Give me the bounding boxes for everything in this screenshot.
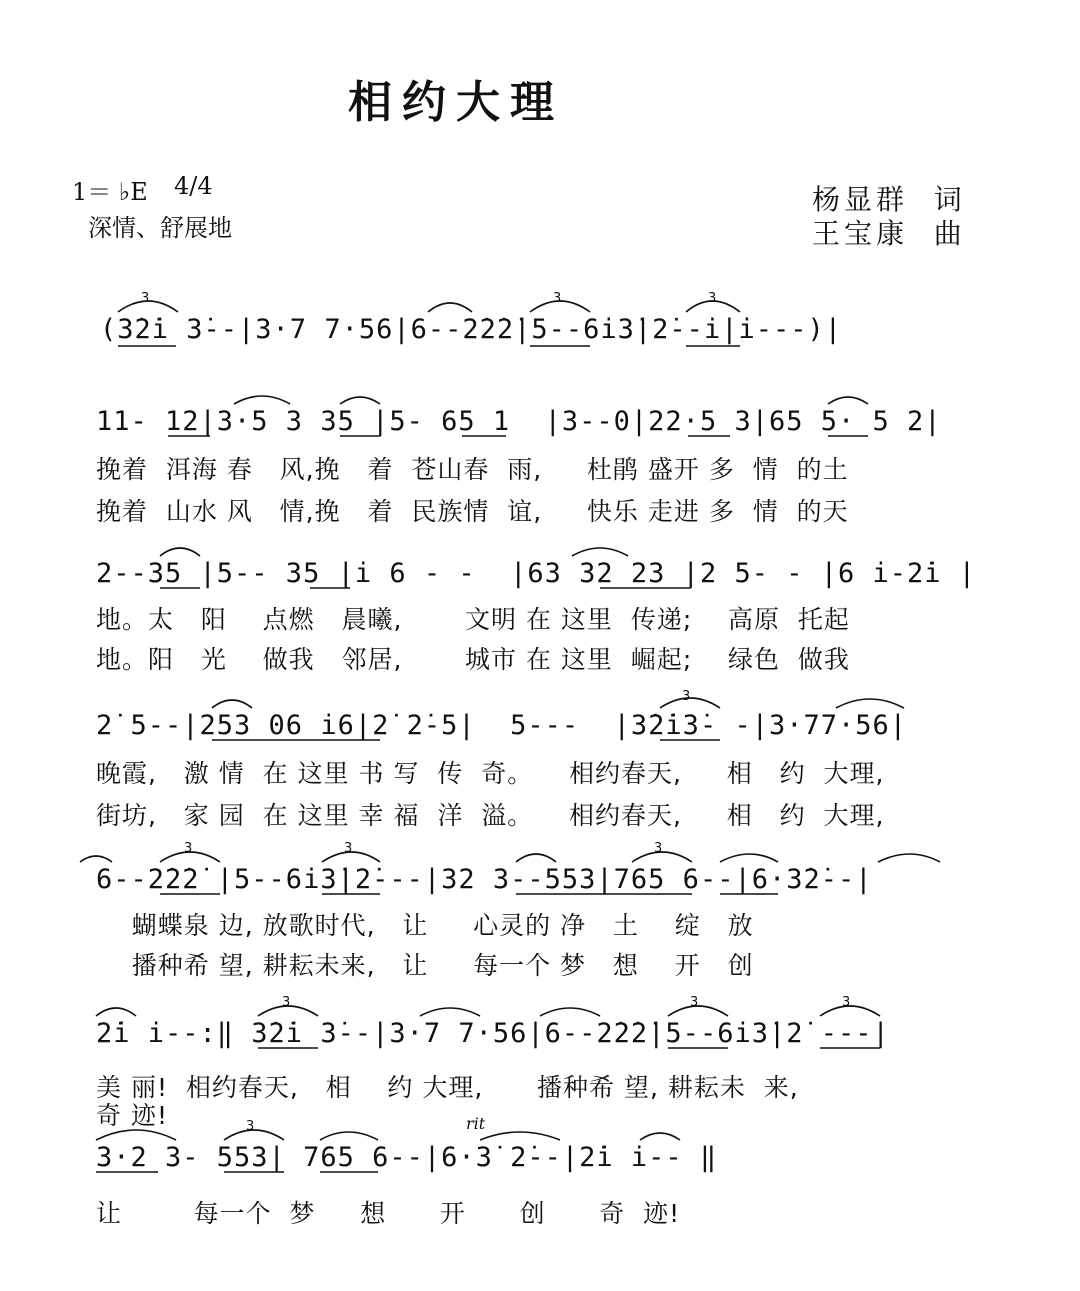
tie-arc: [686, 301, 740, 312]
tie-arc: [118, 301, 178, 312]
tie-arc: [660, 698, 720, 708]
tie-arc: [530, 301, 590, 312]
expression-marking: 深情、舒展地: [88, 214, 232, 242]
lyric-verse-1: 美 丽! 相约春天, 相 约 大理, 播种希 望, 耕耘未 来,: [96, 1073, 799, 1102]
triplet-mark: 3: [690, 995, 699, 1010]
tie-arc: [428, 303, 472, 312]
lyric-verse-1: 挽着 洱海 春 风,挽 着 苍山春 雨, 杜鹃 盛开 多 情 的土: [96, 455, 849, 484]
tie-arc: [828, 397, 868, 404]
tie-arc: [320, 1132, 378, 1140]
lyric-verse-2: 奇 迹!: [96, 1101, 168, 1130]
tie-arc: [258, 1006, 318, 1016]
lyric-verse-2: 街坊, 家 园 在 这里 幸 福 洋 溢。 相约春天, 相 约 大理,: [96, 801, 885, 830]
tie-arc: [96, 1008, 136, 1016]
lyric-verse-1: 让 每一个 梦 想 开 创 奇 迹!: [96, 1199, 681, 1228]
notation-line: 3·2 3- 553| 765 6--|6·3̇ 2̇--|2̇i i-- ‖: [96, 1142, 718, 1173]
rit-marking: rit: [466, 1114, 486, 1133]
notation-line: 2̇ 5--|253 06 i6|2̇ 2̇-5| 5--- |3̇2̇i3̇- -|3·77·56|: [96, 710, 908, 741]
tie-arc: [572, 548, 628, 556]
tie-arc: [322, 852, 380, 862]
triplet-mark: 3: [184, 841, 193, 856]
tie-arc: [836, 699, 904, 708]
time-signature: 4/4: [174, 172, 213, 200]
lyric-verse-1: 蝴蝶泉 边, 放歌时代, 让 心灵的 净 土 绽 放: [96, 911, 754, 940]
tie-arc: [878, 854, 940, 862]
notation-line: 2̇i i--:‖ 3̇2̇i 3̇--|3·7 7·56|6--2̇2̇2̇|5--6i3̇|2̇ ---|: [96, 1018, 890, 1049]
notation-line: 2--35 |5-- 35 |i 6 - - |63 32 23 |2 5- - |6 i-2̇i |: [96, 558, 977, 589]
composer-credit: 王宝康 曲: [812, 217, 966, 250]
triplet-mark: 3: [553, 291, 562, 306]
tie-arc: [820, 1006, 880, 1016]
notation-line: (3̇2̇i 3̇--|3·7 7·56|6--2̇2̇2̇|5--6i3̇|2̇--i|i---)|: [100, 314, 842, 345]
triplet-mark: 3: [682, 689, 691, 704]
lyricist-credit: 杨显群 词: [812, 183, 966, 216]
triplet-mark: 3: [141, 291, 150, 306]
tie-arc: [160, 548, 200, 556]
lyric-verse-2: 地。阳 光 做我 邻居, 城市 在 这里 崛起; 绿色 做我: [96, 645, 850, 674]
triplet-mark: 3: [246, 1119, 255, 1134]
tie-arc: [720, 854, 778, 862]
tie-arc: [640, 1133, 680, 1140]
triplet-mark: 3: [344, 841, 353, 856]
notation-line: 11- 12|3·5 3 35 |5- 65 1 |3--0|22·5 3|65 5· 5 2|: [96, 406, 942, 437]
triplet-mark: 3: [842, 995, 851, 1010]
key-signature: 1＝ ♭E: [72, 178, 148, 206]
tie-arc: [160, 852, 220, 862]
song-title: 相约大理: [348, 77, 564, 128]
tie-arc: [632, 852, 692, 862]
tie-arc: [540, 1008, 600, 1016]
tie-arc: [516, 854, 556, 862]
triplet-mark: 3: [282, 995, 291, 1010]
notation-line: 6--2̇2̇2̇ |5--6i3̇|2̇---|32 3--553|765 6--|6·3̇2̇--|: [96, 864, 873, 895]
tie-arc: [480, 1132, 560, 1140]
tie-arc: [80, 856, 112, 862]
tie-arc: [234, 396, 290, 404]
lyric-verse-2: 挽着 山水 风 情,挽 着 民族情 谊, 快乐 走进 多 情 的天: [96, 497, 849, 526]
tie-arc: [224, 1130, 284, 1140]
triplet-mark: 3: [654, 841, 663, 856]
lyric-verse-1: 地。太 阳 点燃 晨曦, 文明 在 这里 传递; 高原 托起: [96, 605, 850, 634]
tie-arc: [340, 397, 380, 404]
tie-arc: [212, 700, 252, 708]
triplet-mark: 3: [708, 291, 717, 306]
tie-arc: [668, 1006, 728, 1016]
lyric-verse-1: 晚霞, 激 情 在 这里 书 写 传 奇。 相约春天, 相 约 大理,: [96, 759, 885, 788]
lyric-verse-2: 播种希 望, 耕耘未来, 让 每一个 梦 想 开 创: [96, 951, 754, 980]
tie-arc: [420, 1008, 480, 1016]
